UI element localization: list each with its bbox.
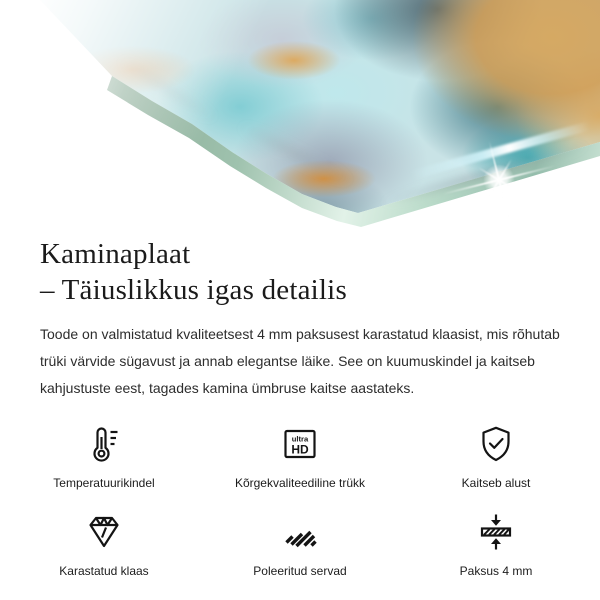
feature-label: Temperatuurikindel bbox=[53, 476, 155, 490]
feature-thickness-4mm bbox=[398, 512, 594, 578]
feature-temperature-resistant bbox=[6, 424, 202, 490]
ultra-hd-text-top: ultra bbox=[291, 434, 309, 444]
shield-check-icon bbox=[476, 424, 516, 464]
feature-polished-edges bbox=[202, 512, 398, 578]
thermometer-icon bbox=[84, 424, 124, 464]
polished-edges-icon bbox=[280, 512, 320, 552]
feature-label: Kaitseb alust bbox=[461, 476, 531, 490]
feature-label: Poleeritud servad bbox=[253, 564, 347, 578]
page-title-line1: Kaminaplaat bbox=[40, 238, 191, 270]
product-copy bbox=[0, 236, 600, 402]
feature-grid bbox=[0, 424, 600, 578]
feature-label: Karastatud klaas bbox=[59, 564, 149, 578]
feature-tempered-glass bbox=[6, 512, 202, 578]
feature-high-quality-print bbox=[202, 424, 398, 490]
product-description: Toode on valmistatud kvaliteetsest 4 mm paksusest karastatud klaasist, mis rõhutab trüki värvide sügavust ja annab elegantse läike. See on kuumuskindel ja kaitseb kahjustuste eest, tagades kamina ümbruse kaitse aastateks. bbox=[40, 326, 560, 396]
feature-protects-base bbox=[398, 424, 594, 490]
ultra-hd-icon bbox=[280, 424, 320, 464]
ultra-hd-text-bottom: HD bbox=[291, 442, 309, 457]
feature-label: Paksus 4 mm bbox=[459, 564, 533, 578]
thickness-icon bbox=[476, 512, 516, 552]
page-title bbox=[40, 236, 560, 308]
feature-label: Kõrgekvaliteediline trükk bbox=[234, 476, 366, 490]
page-title-line2: – Täiuslikkus igas detailis bbox=[40, 274, 347, 306]
product-hero-image bbox=[0, 0, 600, 232]
diamond-icon bbox=[84, 512, 124, 552]
